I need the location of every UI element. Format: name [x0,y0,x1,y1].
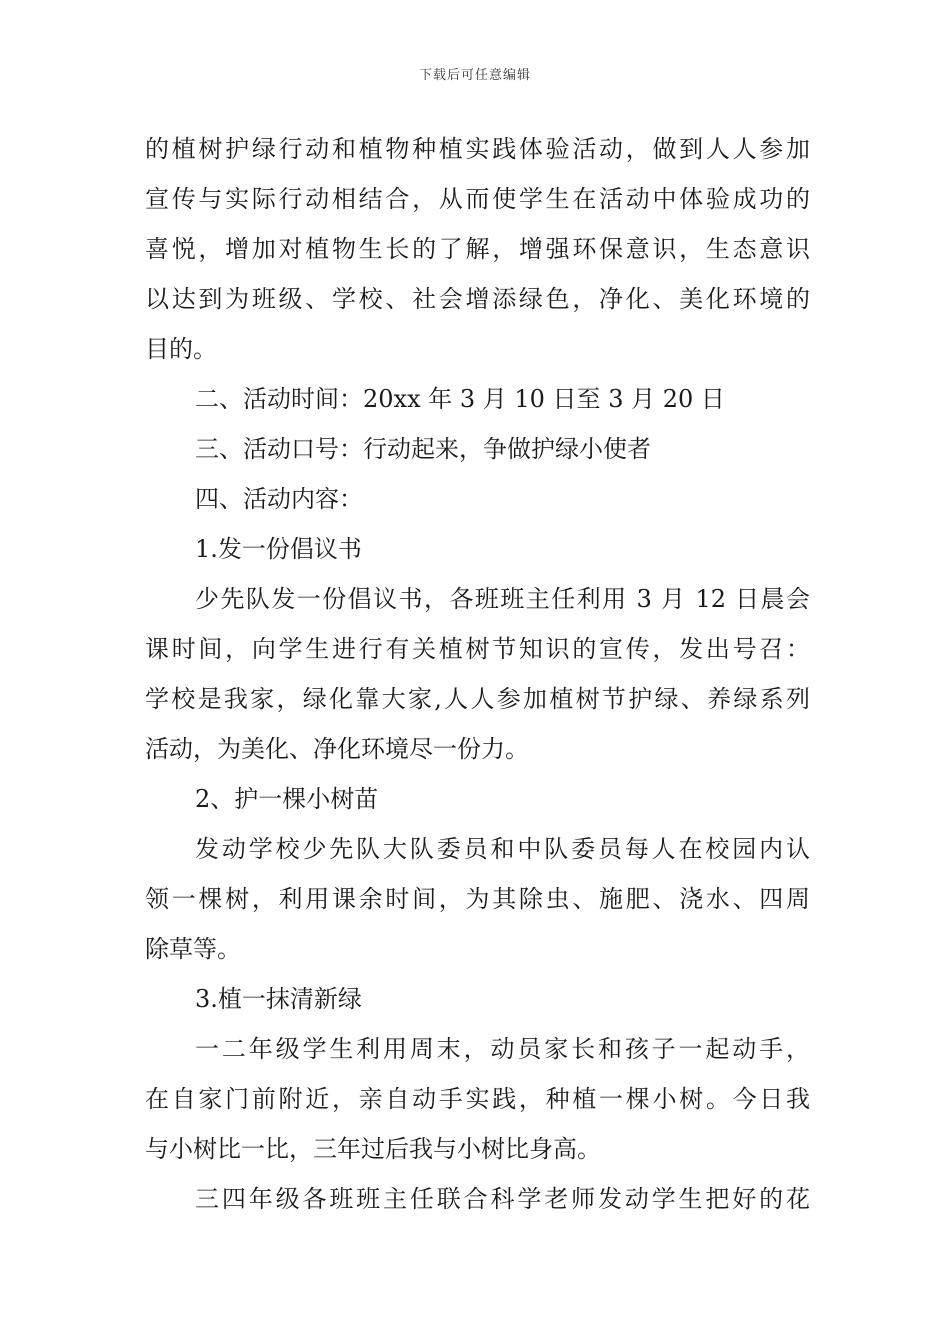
text-line: 课时间，向学生进行有关植树节知识的宣传，发出号召： [145,635,810,663]
text-line: 一二年级学生利用周末，动员家长和孩子一起动手， [195,1035,810,1063]
text-line: 发动学校少先队大队委员和中队委员每人在校园内认 [195,835,810,863]
text-line: 喜悦，增加对植物生长的了解，增强环保意识，生态意识 [145,235,810,263]
text-line: 三四年级各班班主任联合科学老师发动学生把好的花 [195,1185,810,1213]
subheading-proposal: 1.发一份倡议书 [195,535,362,563]
text-line: 与小树比一比，三年过后我与小树比身高。 [145,1135,601,1163]
text-line: 的植树护绿行动和植物种植实践体验活动，做到人人参加 [145,135,810,163]
page-header: 下载后可任意编辑 [418,68,531,83]
document-body [145,124,810,1224]
section-heading-content: 四、活动内容： [195,485,363,513]
text-line: 学校是我家，绿化靠大家,人人参加植树节护绿、养绿系列 [145,685,810,713]
subheading-planting: 3.植一抹清新绿 [195,985,362,1013]
text-line: 目的。 [145,335,217,363]
text-line: 以达到为班级、学校、社会增添绿色，净化、美化环境的 [145,285,810,313]
text-line: 领一棵树，利用课余时间，为其除虫、施肥、浇水、四周 [145,885,810,913]
subheading-sapling: 2、护一棵小树苗 [195,785,379,813]
text-line: 除草等。 [145,935,241,963]
text-line: 在自家门前附近，亲自动手实践，种植一棵小树。今日我 [145,1085,810,1113]
text-line: 活动，为美化、净化环境尽一份力。 [145,735,529,763]
text-line: 宣传与实际行动相结合，从而使学生在活动中体验成功的 [145,185,810,213]
section-heading-slogan: 三、活动口号：行动起来，争做护绿小使者 [195,435,651,463]
text-line: 少先队发一份倡议书，各班班主任利用 3 月 12 日晨会 [195,585,810,613]
section-heading-time: 二、活动时间：20xx 年 3 月 10 日至 3 月 20 日 [195,385,725,413]
